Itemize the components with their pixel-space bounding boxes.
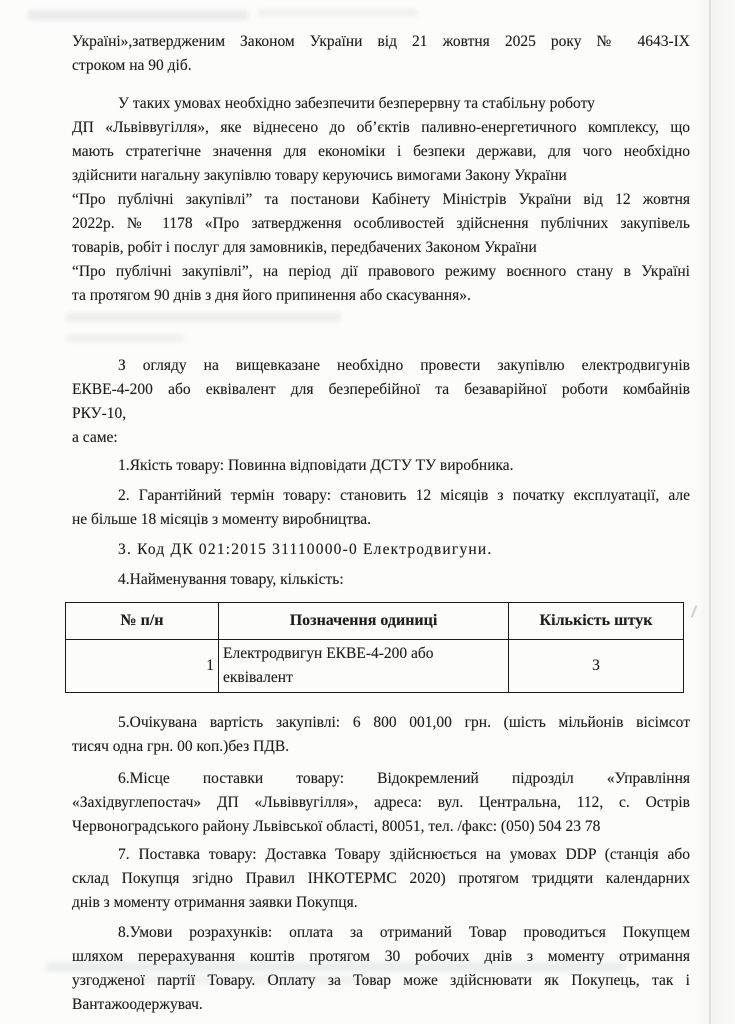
- text-line: 4.Найменування товару, кількість:: [118, 571, 344, 588]
- text-line: З огляду на вищевказане необхідно провести закупівлю електродвигунів: [118, 357, 690, 374]
- col-header-number: № п/н: [66, 603, 219, 640]
- text-line: Червоноградського району Львівської області, 80051, тел. /факс: (050) 504 23 78: [72, 818, 601, 835]
- paragraph-item-4-naming: [72, 568, 690, 592]
- text-line: узгодженої партії Товару. Оплату за Товар може здійснювати як Покупець, так і: [72, 972, 690, 989]
- text-line: 3. Код ДК 021:2015 31110000-0 Електродвигуни.: [118, 541, 493, 558]
- scan-fold-line: [709, 0, 711, 1024]
- paragraph-item-5-expected-value: [72, 711, 690, 759]
- text-line: У таких умовах необхідно забезпечити безперервну та стабільну роботу: [118, 95, 595, 112]
- paragraph-law-reference: [72, 30, 690, 78]
- text-line: та протягом 90 днів з дня його припинення або скасування».: [72, 287, 471, 304]
- cell-designation: Електродвигун ЕКВЕ-4-200 або еквівалент: [219, 640, 509, 693]
- col-header-quantity: Кількість штук: [509, 603, 684, 640]
- text-line: Вантажоодержувач.: [72, 996, 203, 1013]
- paragraph-item-7-delivery-terms: [72, 843, 690, 915]
- text-line: не більше 18 місяців з моменту виробництва.: [72, 511, 371, 528]
- paragraph-item-6-delivery-place: [72, 767, 690, 839]
- paragraph-justification: [72, 92, 690, 308]
- text-line: шляхом перерахування коштів протягом 30 робочих днів з моменту отримання: [72, 948, 690, 965]
- text-line: товарів, робіт і послуг для замовників, передбачених Законом України: [72, 239, 537, 256]
- text-line: 5.Очікувана вартість закупівлі: 6 800 001,00 грн. (шість мільйонів вісімсот: [118, 714, 690, 731]
- text-line: строком на 90 діб.: [72, 57, 192, 74]
- text-line: “Про публічні закупівлі” та постанови Кабінету Міністрів України від 12 жовтня: [72, 191, 690, 208]
- text-line: 2. Гарантійний термін товару: становить 12 місяців з початку експлуатації, але: [118, 487, 690, 504]
- text-line: склад Покупця згідно Правил ІНКОТЕРМС 2020) протягом тридцяти календарних: [72, 870, 690, 887]
- text-line: мають стратегічне значення для економіки і безпеки держави, для чого необхідно: [72, 143, 690, 160]
- paragraph-item-2-warranty: [72, 484, 690, 532]
- text-line: 6.Місце поставки товару: Відокремлений підрозділ «Управління: [118, 770, 690, 787]
- table-row: [66, 640, 684, 693]
- text-line: 1.Якість товару: Повинна відповідати ДСТУ ТУ виробника.: [118, 457, 514, 474]
- paragraph-item-8-payment-terms: [72, 921, 690, 1017]
- paragraph-item-3-code: [72, 538, 690, 562]
- text-line: РКУ-10,: [72, 405, 127, 422]
- text-line: ДП «Львіввугілля», яке віднесено до об’єктів паливно-енергетичного комплексу, що: [72, 119, 690, 136]
- text-line: здійснити нагальну закупівлю товару керуючись вимогами Закону України: [72, 167, 567, 184]
- paragraph-item-1-quality: [72, 454, 690, 478]
- scan-artifact-bleedthrough: [28, 10, 248, 20]
- text-line: днів з моменту отримання заявки Покупця.: [72, 894, 358, 911]
- text-line: а саме:: [72, 429, 118, 446]
- text-line: 8.Умови розрахунків: оплата за отриманий Товар проводиться Покупцем: [118, 924, 690, 941]
- text-line: 2022р. № 1178 «Про затвердження особливостей здійснення публічних закупівель: [72, 215, 690, 232]
- col-header-designation: Позначення одиниці: [219, 603, 509, 640]
- paragraph-procurement-subject: [72, 354, 690, 450]
- text-line: «Західвуглепостач» ДП «Львіввугілля», адреса: вул. Центральна, 112, с. Острів: [72, 794, 690, 811]
- document-body: [72, 30, 690, 1017]
- scan-edge-shadow: [693, 0, 735, 1024]
- text-line: тисяч одна грн. 00 коп.)без ПДВ.: [72, 738, 290, 755]
- text-line: “Про публічні закупівлі”, на період дії правового режиму воєнного стану в Україні: [72, 263, 690, 280]
- text-line: 7. Поставка товару: Доставка Товару здійснюється на умовах DDP (станція або: [118, 846, 690, 863]
- cell-quantity: 3: [509, 640, 684, 693]
- table-header-row: [66, 603, 684, 640]
- scan-artifact-bleedthrough: [258, 9, 418, 17]
- text-line: Україні»,затвердженим Законом України від 21 жовтня 2025 року № 4643-IX: [72, 33, 690, 50]
- cell-row-number: 1: [66, 640, 219, 693]
- text-line: ЕКВЕ-4-200 або еквівалент для безперебійної та безаварійної роботи комбайнів: [72, 381, 690, 398]
- items-table: [65, 602, 684, 693]
